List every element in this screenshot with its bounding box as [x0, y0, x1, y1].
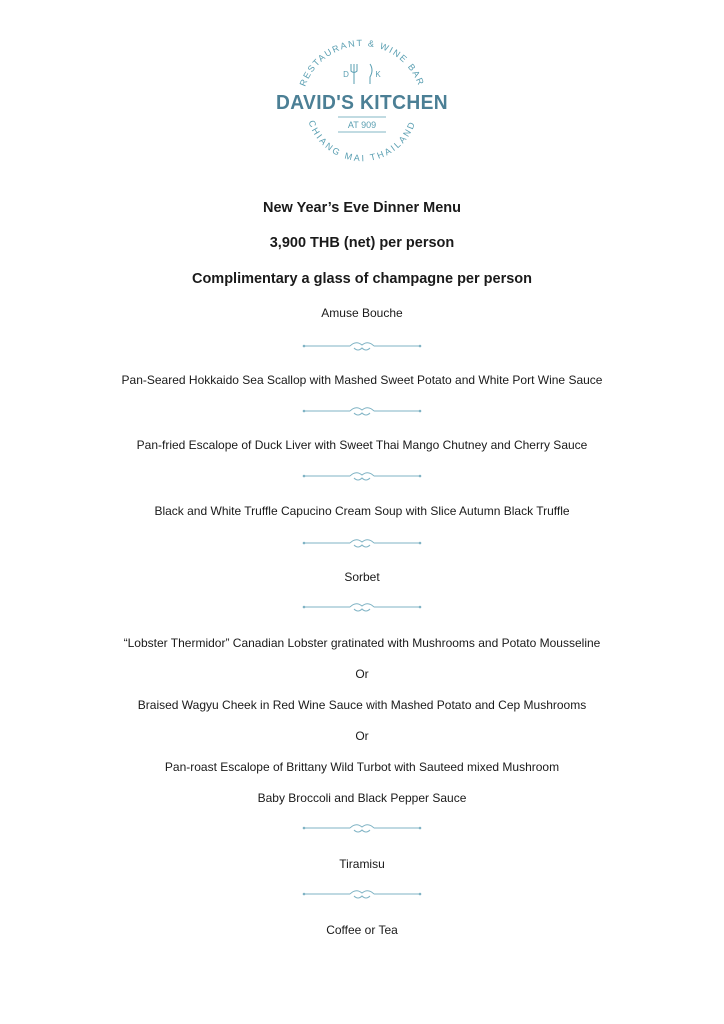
- course-amuse-bouche: Amuse Bouche: [321, 306, 403, 320]
- logo-monogram-k: K: [375, 70, 381, 79]
- ornament-divider: [302, 601, 422, 613]
- menu-offer: Complimentary a glass of champagne per person: [191, 271, 533, 287]
- ornament-divider: [302, 537, 422, 549]
- ornament-divider: [302, 470, 422, 482]
- course-main-wagyu: Braised Wagyu Cheek in Red Wine Sauce with Mashed Potato and Cep Mushrooms: [137, 698, 587, 712]
- restaurant-logo: [272, 28, 452, 168]
- course-or-separator: Or: [355, 667, 369, 681]
- logo-arc-top: RESTAURANT & WINE BAR: [297, 37, 427, 88]
- course-soup: Black and White Truffle Capucino Cream Soup with Slice Autumn Black Truffle: [154, 504, 570, 518]
- course-sorbet: Sorbet: [344, 570, 380, 584]
- course-coffee-tea: Coffee or Tea: [326, 923, 398, 937]
- svg-text:RESTAURANT & WINE BAR: [298, 38, 427, 88]
- course-duck-liver: Pan-fried Escalope of Duck Liver with Sweet Thai Mango Chutney and Cherry Sauce: [136, 438, 588, 452]
- logo-arc-bottom: CHIANG MAI THAILAND: [306, 118, 418, 164]
- knife-fork-icon: [351, 64, 372, 84]
- ornament-divider: [302, 405, 422, 417]
- ornament-divider: [302, 340, 422, 352]
- course-main-turbot: Pan-roast Escalope of Brittany Wild Turbot with Sauteed mixed Mushroom: [164, 760, 560, 774]
- course-scallop: Pan-Seared Hokkaido Sea Scallop with Mashed Sweet Potato and White Port Wine Sauce: [121, 373, 603, 387]
- menu-title: New Year’s Eve Dinner Menu: [263, 200, 461, 216]
- menu-price: 3,900 THB (net) per person: [269, 235, 455, 251]
- logo-name: DAVID'S KITCHEN: [276, 92, 448, 114]
- course-main-turbot-cont: Baby Broccoli and Black Pepper Sauce: [257, 791, 467, 805]
- course-main-lobster: “Lobster Thermidor” Canadian Lobster gratinated with Mushrooms and Potato Mousseline: [123, 636, 601, 650]
- logo-monogram-d: D: [343, 70, 349, 79]
- course-or-separator: Or: [355, 729, 369, 743]
- course-tiramisu: Tiramisu: [339, 857, 385, 871]
- ornament-divider: [302, 888, 422, 900]
- ornament-divider: [302, 822, 422, 834]
- logo-sub: AT 909: [347, 120, 377, 130]
